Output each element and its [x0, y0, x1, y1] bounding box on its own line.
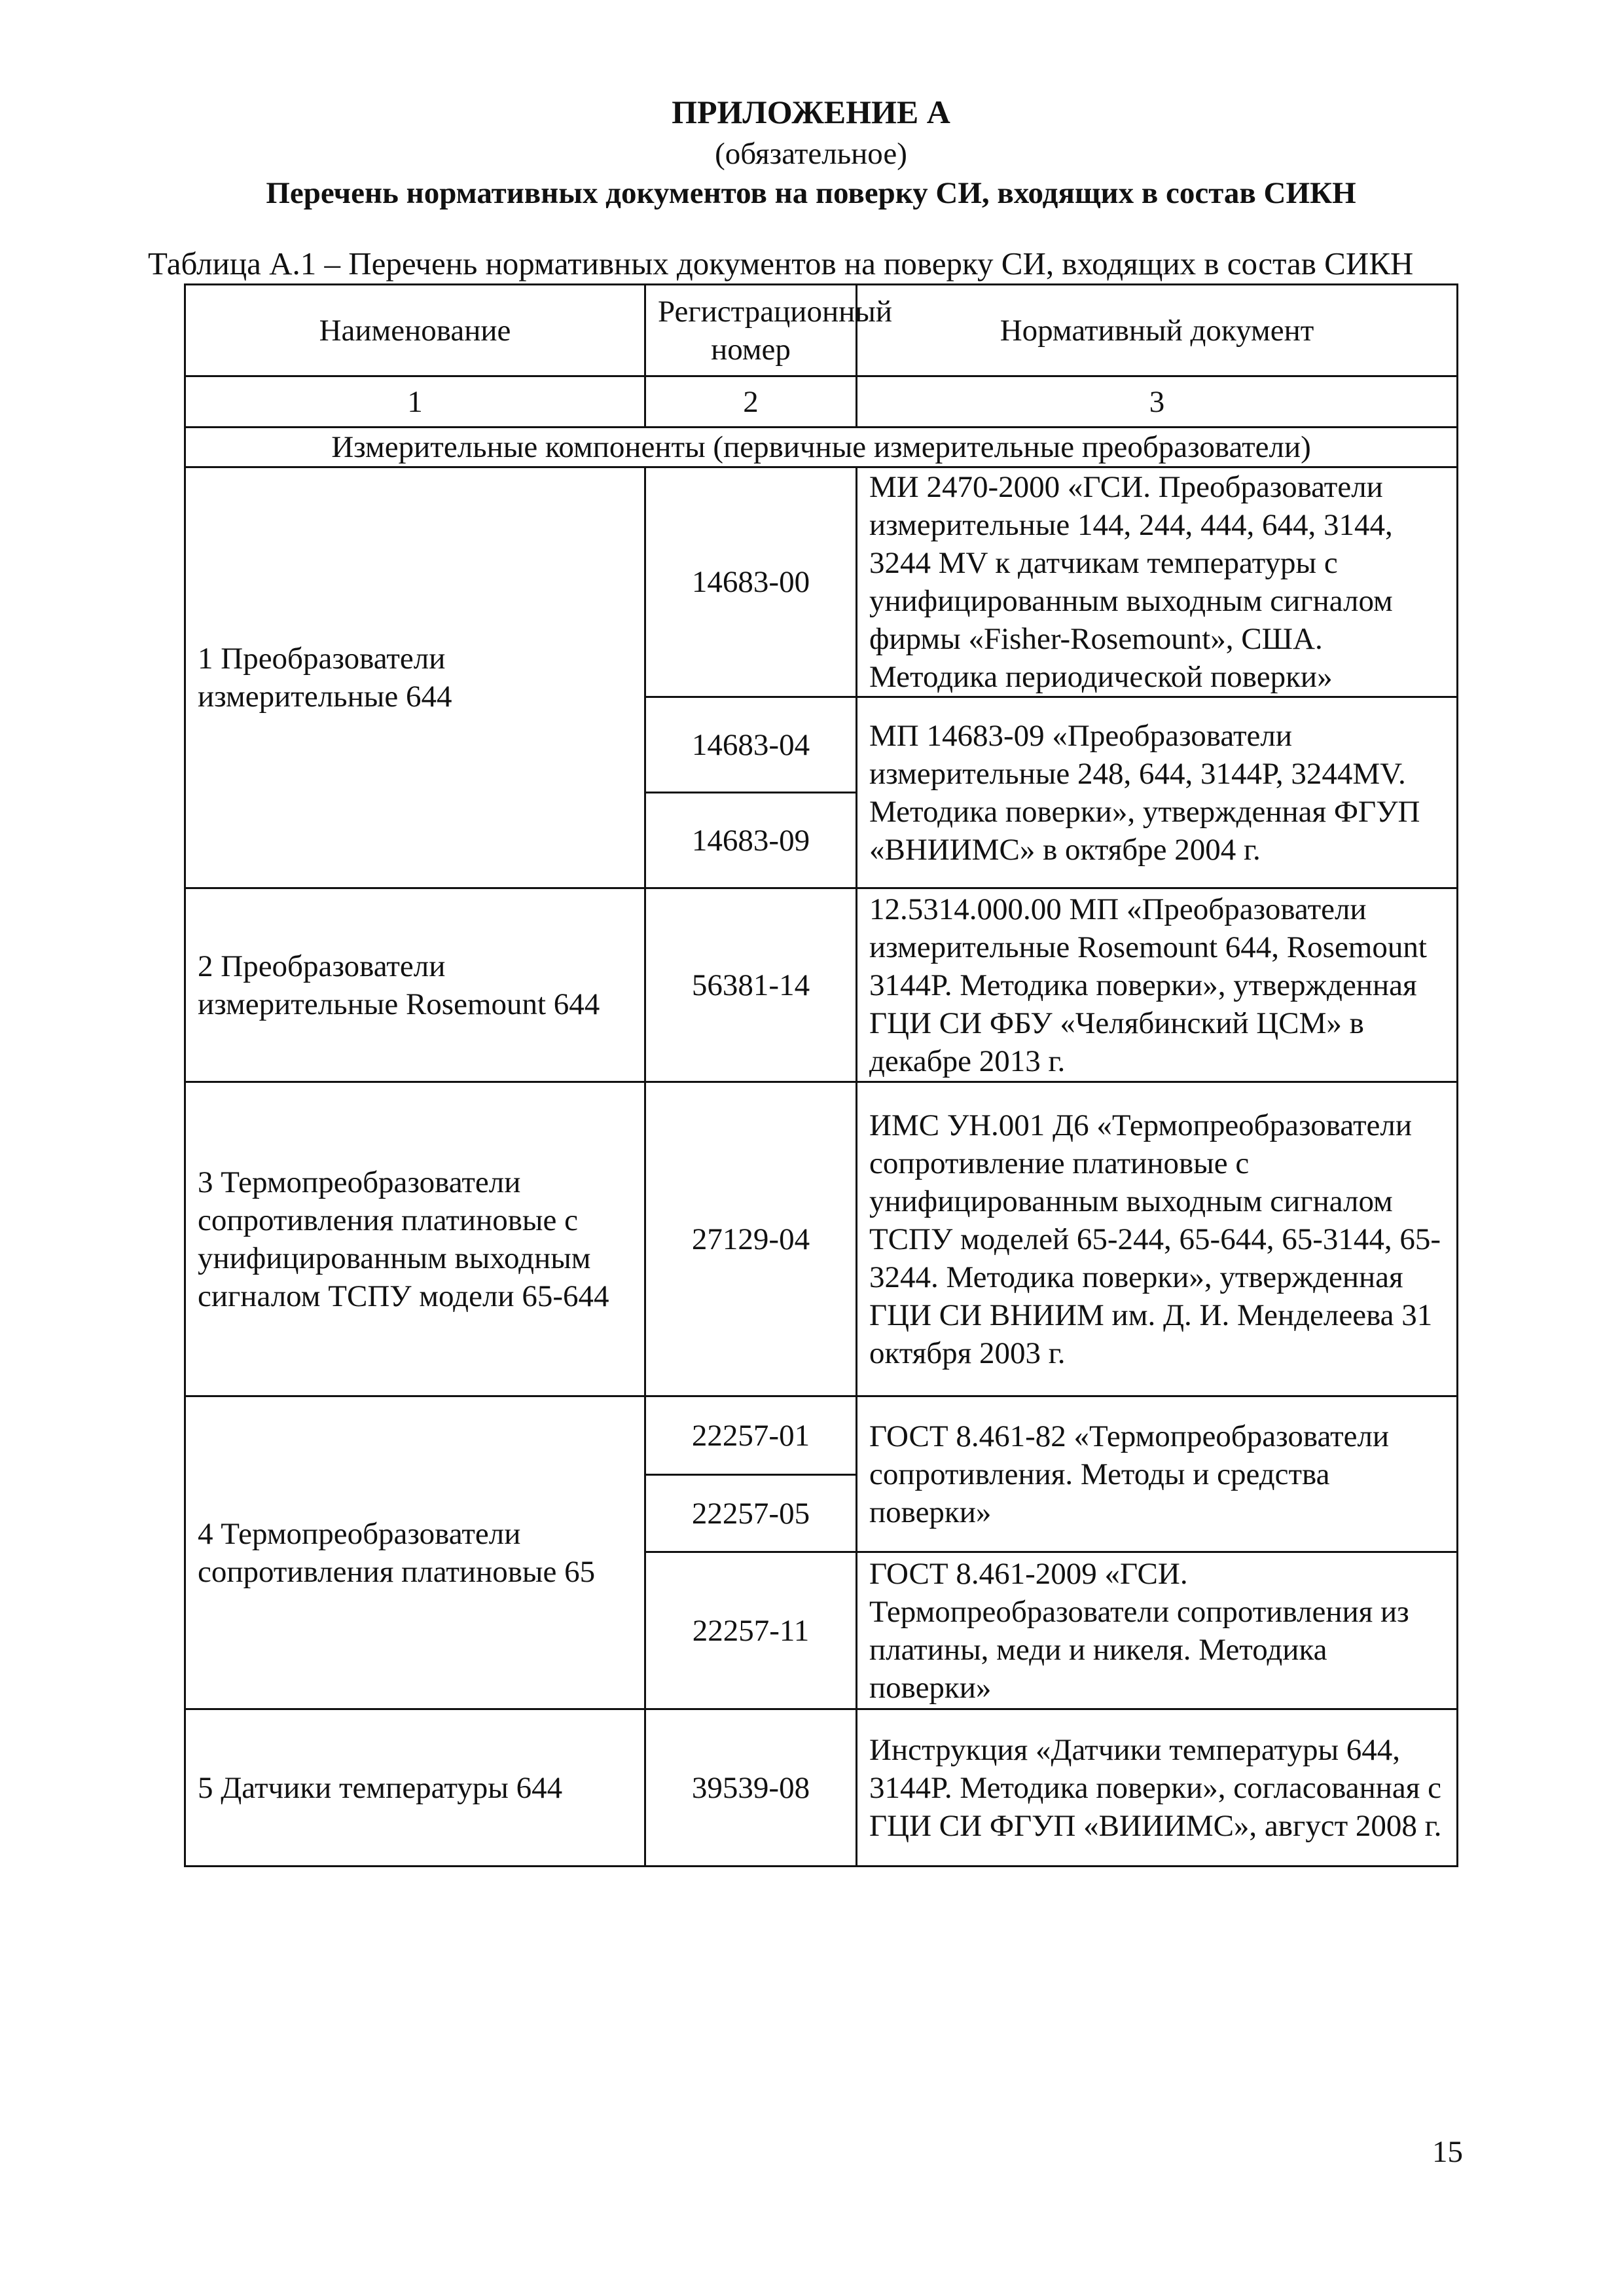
- row-name: 4 Термопреобразователи сопротивления платиновые 65: [185, 1396, 645, 1709]
- table-row: [185, 1709, 1458, 1867]
- table-row: [185, 1082, 1458, 1396]
- table-row: [185, 1396, 1458, 1475]
- row-reg-number: 22257-05: [645, 1475, 857, 1552]
- row-name: 2 Преобразователи измерительные Rosemount 644: [185, 888, 645, 1082]
- table-row: [185, 467, 1458, 697]
- column-number: 3: [857, 376, 1458, 428]
- column-number: 2: [645, 376, 857, 428]
- row-document: ГОСТ 8.461-2009 «ГСИ. Термопреобразователи сопротивления из платины, меди и никеля. Методика поверки»: [857, 1552, 1458, 1709]
- table-header-row: [185, 285, 1458, 376]
- row-reg-number: 14683-09: [645, 793, 857, 888]
- header-document: Нормативный документ: [857, 285, 1458, 376]
- row-document: ИМС УН.001 Д6 «Термопреобразователи сопротивление платиновые с унифицированным выходным сигналом ТСПУ моделей 65-244, 65-644, 65-3144, 65-3244. Методика поверки», утвержденная ГЦИ СИ ВНИИМ им. Д. И. Менделеева 31 октября 2003 г.: [857, 1082, 1458, 1396]
- row-document: ГОСТ 8.461-82 «Термопреобразователи сопротивления. Методы и средства поверки»: [857, 1396, 1458, 1552]
- header-reg-number: Регистрационный номер: [645, 285, 857, 376]
- row-reg-number: 22257-11: [645, 1552, 857, 1709]
- section-row: [185, 428, 1458, 467]
- row-reg-number: 56381-14: [645, 888, 857, 1082]
- row-document: Инструкция «Датчики температуры 644, 3144P. Методика поверки», согласованная с ГЦИ СИ ФГУП «ВИИИМС», август 2008 г.: [857, 1709, 1458, 1867]
- appendix-subtitle: (обязательное): [715, 137, 907, 171]
- column-number: 1: [185, 376, 645, 428]
- documents-table: [184, 283, 1458, 1867]
- row-document: 12.5314.000.00 МП «Преобразователи измерительные Rosemount 644, Rosemount 3144P. Методика поверки», утвержденная ГЦИ СИ ФБУ «Челябинский ЦСМ» в декабре 2013 г.: [857, 888, 1458, 1082]
- row-reg-number: 39539-08: [645, 1709, 857, 1867]
- header-name: Наименование: [185, 285, 645, 376]
- row-document: МИ 2470-2000 «ГСИ. Преобразователи измерительные 144, 244, 444, 644, 3144, 3244 MV к датчикам температуры с унифицированным выходным сигналом фирмы «Fisher-Rosemount», США. Методика периодической поверки»: [857, 467, 1458, 697]
- table-row: [185, 888, 1458, 1082]
- row-name: 1 Преобразователи измерительные 644: [185, 467, 645, 888]
- page-number: 15: [1432, 2135, 1463, 2169]
- appendix-title: ПРИЛОЖЕНИЕ А: [672, 94, 950, 130]
- row-name: 5 Датчики температуры 644: [185, 1709, 645, 1867]
- column-number-row: [185, 376, 1458, 428]
- appendix-heading: Перечень нормативных документов на поверку СИ, входящих в состав СИКН: [266, 176, 1356, 210]
- row-document: МП 14683-09 «Преобразователи измерительные 248, 644, 3144P, 3244MV. Методика поверки», утвержденная ФГУП «ВНИИМС» в октябре 2004 г.: [857, 697, 1458, 888]
- row-reg-number: 14683-00: [645, 467, 857, 697]
- row-reg-number: 27129-04: [645, 1082, 857, 1396]
- row-name: 3 Термопреобразователи сопротивления платиновые с унифицированным выходным сигналом ТСПУ модели 65-644: [185, 1082, 645, 1396]
- section-title: Измерительные компоненты (первичные измерительные преобразователи): [185, 428, 1458, 467]
- table-caption: Таблица А.1 – Перечень нормативных документов на поверку СИ, входящих в состав СИКН: [148, 246, 1414, 282]
- row-reg-number: 22257-01: [645, 1396, 857, 1475]
- row-reg-number: 14683-04: [645, 697, 857, 793]
